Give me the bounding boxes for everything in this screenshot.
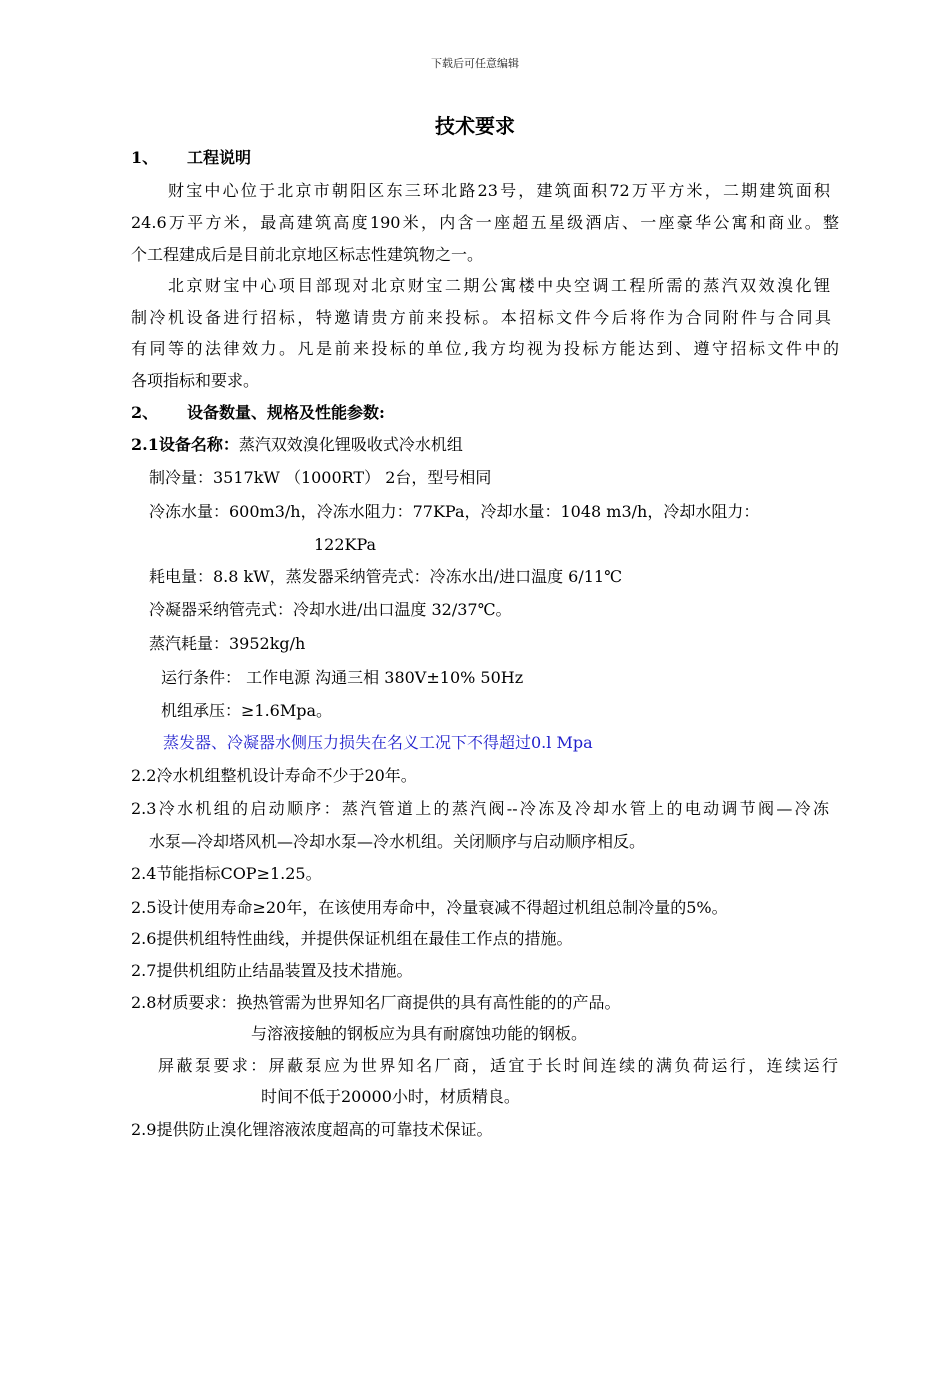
item-2-8-pump-line-2: 时间不低于20000小时，材质精良。 bbox=[261, 1087, 520, 1106]
item-2-1-value: 蒸汽双效溴化锂吸收式冷水机组 bbox=[238, 435, 463, 454]
spec-operating-conditions: 运行条件： 工作电源 沟通三相 380V±10% 50Hz bbox=[161, 668, 524, 687]
spec-cooling-capacity: 制冷量：3517kW （1000RT） 2台，型号相同 bbox=[149, 468, 492, 487]
item-2-9: 2.9提供防止溴化锂溶液浓度超高的可靠技术保证。 bbox=[131, 1120, 493, 1139]
section-1-title: 工程说明 bbox=[187, 148, 252, 167]
item-2-6: 2.6提供机组特性曲线，并提供保证机组在最佳工作点的措施。 bbox=[131, 929, 573, 948]
item-2-4: 2.4节能指标COP≥1.25。 bbox=[131, 864, 322, 883]
document-title: 技术要求 bbox=[435, 114, 515, 138]
item-2-3-line-2: 水泵—冷却塔风机—冷却水泵—冷水机组。关闭顺序与启动顺序相反。 bbox=[149, 832, 646, 851]
spec-water-flow-cont: 122KPa bbox=[314, 535, 377, 554]
paragraph-2-line-3: 有同等的法律效力。凡是前来投标的单位,我方均视为投标方能达到、遵守招标文件中的 bbox=[131, 339, 839, 358]
item-2-2: 2.2冷水机组整机设计寿命不少于20年。 bbox=[131, 766, 417, 785]
section-2-number: 2、 bbox=[131, 403, 159, 422]
paragraph-2-line-1: 北京财宝中心项目部现对北京财宝二期公寓楼中央空调工程所需的蒸汽双效溴化锂 bbox=[168, 276, 830, 295]
spec-steam: 蒸汽耗量：3952kg/h bbox=[149, 634, 306, 653]
spec-pressure: 机组承压：≥1.6Mpa。 bbox=[161, 701, 333, 720]
item-2-8-line-2: 与溶液接触的钢板应为具有耐腐蚀功能的钢板。 bbox=[251, 1024, 588, 1043]
item-2-8-pump-line-1: 屏蔽泵要求：屏蔽泵应为世界知名厂商，适宜于长时间连续的满负荷运行，连续运行 bbox=[158, 1056, 838, 1075]
item-2-7: 2.7提供机组防止结晶装置及技术措施。 bbox=[131, 961, 413, 980]
paragraph-2-line-2: 制冷机设备进行招标，特邀请贵方前来投标。本招标文件今后将作为合同附件与合同具 bbox=[131, 308, 831, 327]
item-2-5: 2.5设计使用寿命≥20年，在该使用寿命中，冷量衰减不得超过机组总制冷量的5%。 bbox=[131, 898, 728, 917]
section-1-number: 1、 bbox=[131, 148, 159, 167]
section-2-title: 设备数量、规格及性能参数: bbox=[187, 403, 385, 422]
item-2-3-line-1: 2.3冷水机组的启动顺序：蒸汽管道上的蒸汽阀--冷冻及冷却水管上的电动调节阀—冷冻 bbox=[131, 799, 829, 818]
spec-pressure-loss-note: 蒸发器、冷凝器水侧压力损失在名义工况下不得超过0.l Mpa bbox=[163, 733, 593, 752]
spec-water-flow: 冷冻水量：600m3/h，冷冻水阻力：77KPa，冷却水量：1048 m3/h，冷却水阻力： bbox=[149, 502, 760, 521]
paragraph-1-line-1: 财宝中心位于北京市朝阳区东三环北路23号，建筑面积72万平方米，二期建筑面积 bbox=[168, 181, 830, 200]
spec-power: 耗电量：8.8 kW，蒸发器采纳管壳式：冷冻水出/进口温度 6/11℃ bbox=[149, 567, 622, 586]
item-2-1 bbox=[131, 434, 463, 456]
page-header: 下载后可任意编辑 bbox=[431, 57, 519, 70]
paragraph-1-line-3: 个工程建成后是目前北京地区标志性建筑物之一。 bbox=[131, 245, 484, 264]
paragraph-2-line-4: 各项指标和要求。 bbox=[131, 371, 260, 390]
item-2-1-label: 2.1设备名称： bbox=[131, 435, 239, 454]
spec-condenser: 冷凝器采纳管壳式：冷却水进/出口温度 32/37℃。 bbox=[149, 600, 512, 619]
paragraph-1-line-2: 24.6万平方米，最高建筑高度190米，内含一座超五星级酒店、一座豪华公寓和商业。整 bbox=[131, 213, 839, 232]
item-2-8-line-1: 2.8材质要求：换热管需为世界知名厂商提供的具有高性能的的产品。 bbox=[131, 993, 621, 1012]
